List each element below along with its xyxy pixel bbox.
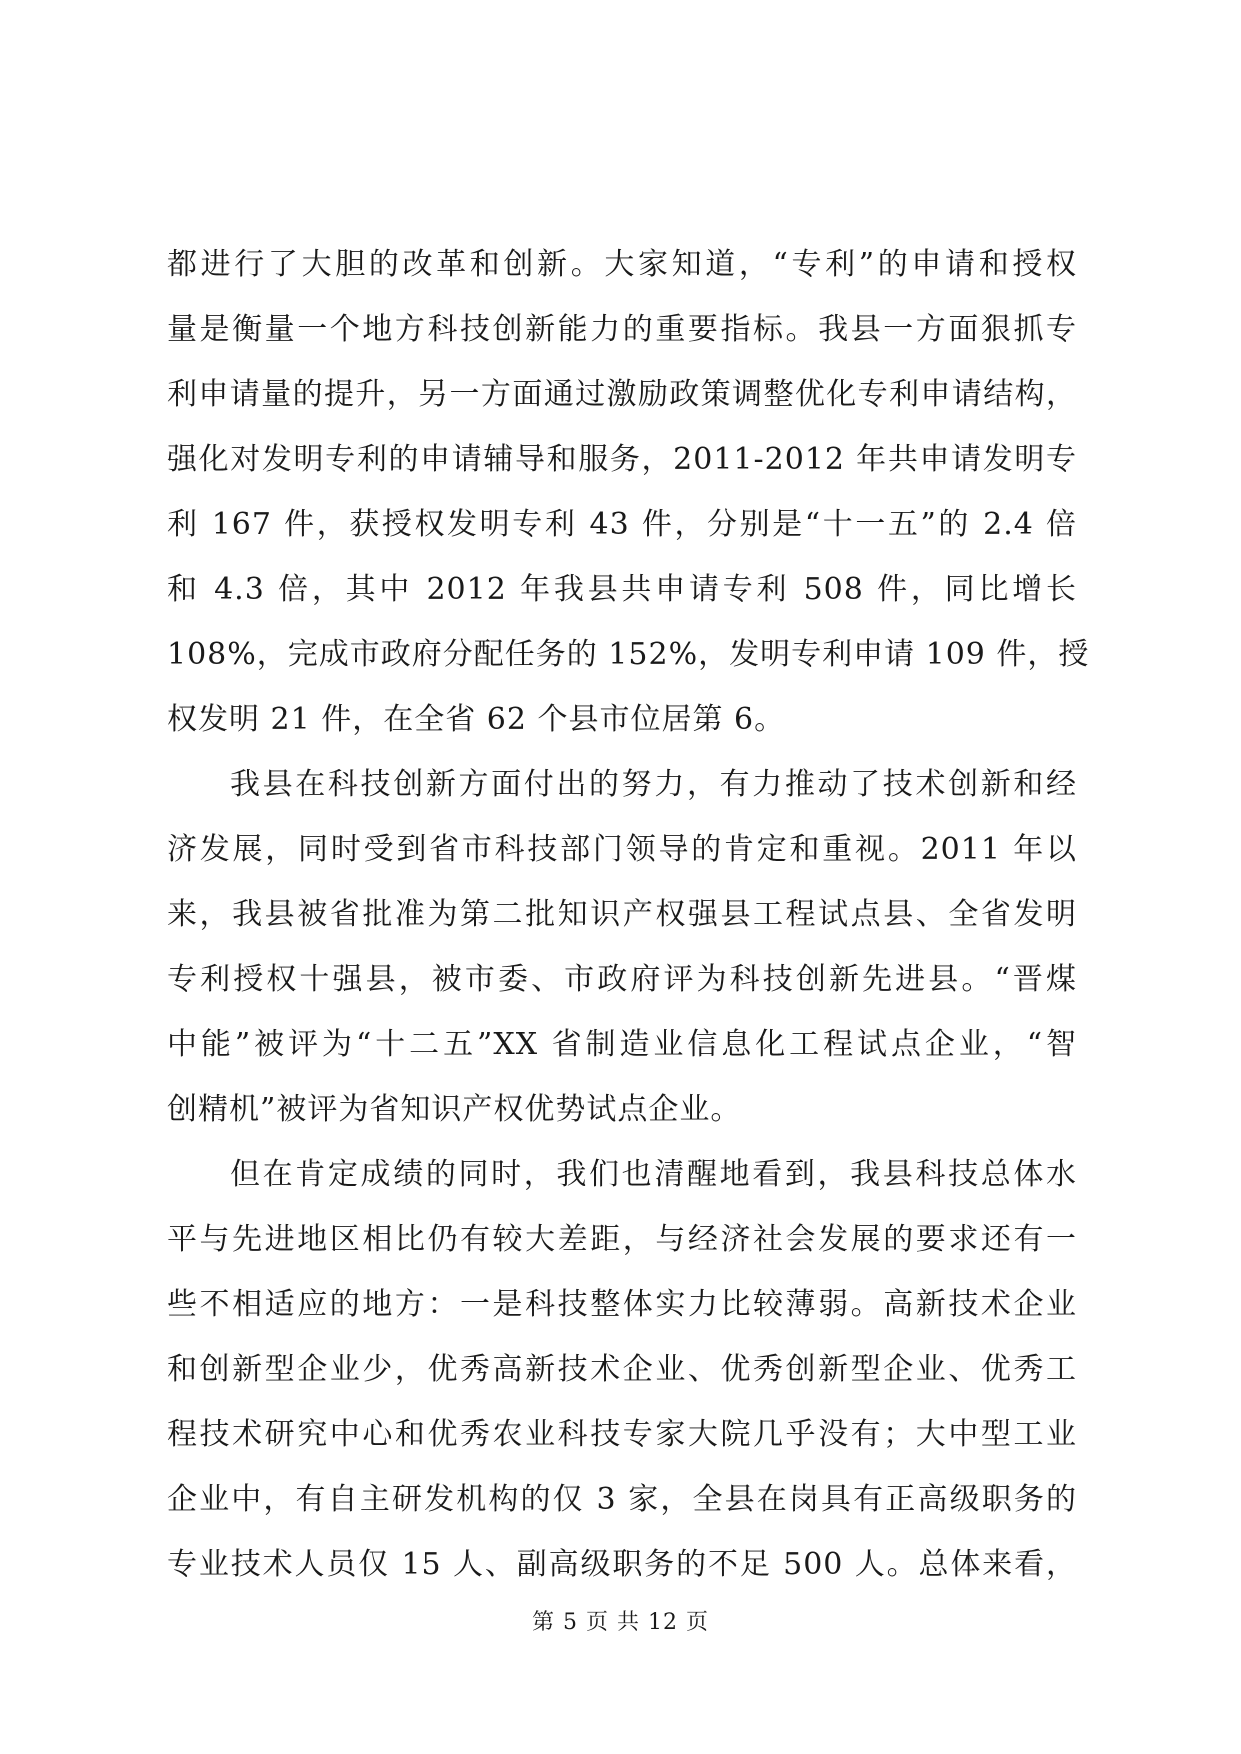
text-line: 和创新型企业少，优秀高新技术企业、优秀创新型企业、优秀工 (167, 1352, 1077, 1387)
text-line: 程技术研究中心和优秀农业科技专家大院几乎没有；大中型工业 (167, 1417, 1077, 1452)
text-line: 济发展，同时受到省市科技部门领导的肯定和重视。2011 年以 (167, 832, 1077, 867)
text-line: 企业中，有自主研发机构的仅 3 家，全县在岗具有正高级职务的 (167, 1482, 1077, 1517)
paragraph-first-line: 但在肯定成绩的同时，我们也清醒地看到，我县科技总体水 (230, 1157, 1077, 1192)
text-line: 权发明 21 件，在全省 62 个县市位居第 6。 (167, 702, 786, 737)
text-line: 利申请量的提升，另一方面通过激励政策调整优化专利申请结构， (167, 377, 1077, 412)
text-line: 和 4.3 倍，其中 2012 年我县共申请专利 508 件，同比增长 (167, 572, 1077, 607)
text-line: 强化对发明专利的申请辅导和服务，2011-2012 年共申请发明专 (167, 442, 1077, 477)
text-line: 量是衡量一个地方科技创新能力的重要指标。我县一方面狠抓专 (167, 312, 1077, 347)
text-line: 些不相适应的地方：一是科技整体实力比较薄弱。高新技术企业 (167, 1287, 1077, 1322)
paragraph-first-line: 我县在科技创新方面付出的努力，有力推动了技术创新和经 (230, 767, 1077, 802)
text-line: 创精机”被评为省知识产权优势试点企业。 (167, 1092, 742, 1127)
text-line: 专业技术人员仅 15 人、副高级职务的不足 500 人。总体来看， (167, 1547, 1077, 1582)
document-body (167, 232, 1090, 1597)
text-line: 都进行了大胆的改革和创新。大家知道，“专利”的申请和授权 (167, 247, 1077, 282)
text-line: 来，我县被省批准为第二批知识产权强县工程试点县、全省发明 (167, 897, 1077, 932)
text-line: 专利授权十强县，被市委、市政府评为科技创新先进县。“晋煤 (167, 962, 1077, 997)
text-line: 中能”被评为“十二五”XX 省制造业信息化工程试点企业，“智 (167, 1027, 1077, 1062)
text-line: 平与先进地区相比仍有较大差距，与经济社会发展的要求还有一 (167, 1222, 1077, 1257)
text-line: 108%，完成市政府分配任务的 152%，发明专利申请 109 件，授 (167, 637, 1090, 672)
page-number-footer: 第 5 页 共 12 页 (532, 1610, 709, 1635)
text-line: 利 167 件，获授权发明专利 43 件，分别是“十一五”的 2.4 倍 (167, 507, 1077, 542)
